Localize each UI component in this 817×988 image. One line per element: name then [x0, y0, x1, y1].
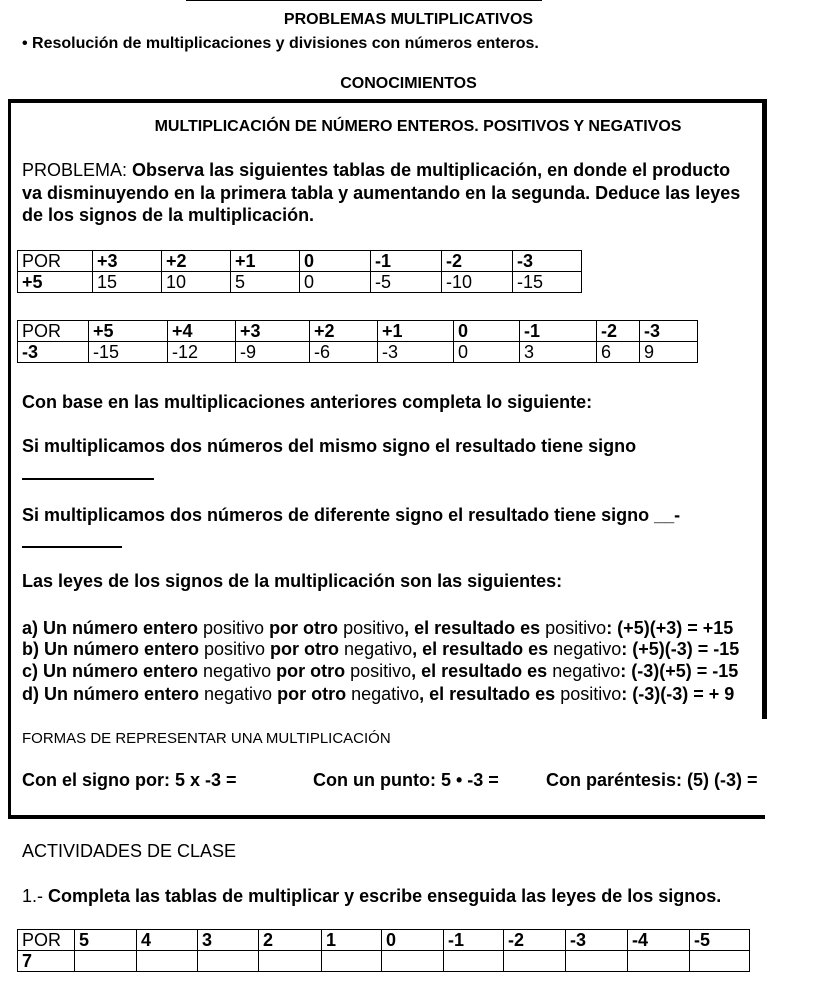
answer-cell[interactable]	[322, 951, 382, 972]
top-rule	[186, 0, 542, 1]
law-c: c) Un número entero negativo por otro positivo, el resultado es negativo: (-3)(+5) = -15	[22, 661, 739, 681]
table-row	[18, 321, 698, 342]
multiplication-table-3	[17, 929, 750, 972]
table-cell: 10	[162, 272, 231, 293]
table-cell: 3	[520, 342, 597, 363]
law-a: a) Un número entero positivo por otro positivo, el resultado es positivo: (+5)(+3) = +15	[22, 618, 734, 638]
answer-cell[interactable]	[628, 951, 690, 972]
table-cell: +2	[310, 321, 378, 342]
activity-item-1: 1.- Completa las tablas de multiplicar y escribe enseguida las leyes de los signos.	[22, 886, 722, 906]
table-cell: 0	[382, 930, 444, 951]
answer-cell[interactable]	[198, 951, 259, 972]
page-title: PROBLEMAS MULTIPLICATIVOS	[283, 11, 534, 28]
table-cell: 0	[454, 342, 520, 363]
activities-heading: ACTIVIDADES DE CLASE	[22, 841, 237, 861]
multiplication-table-2	[17, 320, 698, 363]
answer-cell[interactable]	[259, 951, 322, 972]
table-cell: -15	[513, 272, 582, 293]
answer-cell[interactable]	[75, 951, 137, 972]
topic-bullet: • Resolución de multiplicaciones y divisiones con números enteros.	[22, 35, 539, 52]
table-cell: -2	[597, 321, 640, 342]
table-cell: -4	[628, 930, 690, 951]
table-cell: +2	[162, 251, 231, 272]
answer-blank-1[interactable]	[22, 478, 154, 480]
table-cell: 4	[137, 930, 198, 951]
form-by-dot: Con un punto: 5 • -3 =	[313, 770, 499, 790]
table-cell: 7	[18, 951, 75, 972]
multiplication-table-1	[17, 250, 582, 293]
table-cell: 0	[300, 272, 371, 293]
problem-line-2: va disminuyendo en la primera tabla y aumentando en la segunda. Deduce las leyes	[22, 183, 741, 203]
laws-heading: Las leyes de los signos de la multiplicación son las siguientes:	[22, 571, 563, 591]
table-cell: POR	[18, 251, 93, 272]
section-title: CONOCIMIENTOS	[340, 75, 477, 92]
table-cell: -3	[566, 930, 628, 951]
answer-cell[interactable]	[137, 951, 198, 972]
table-cell: 2	[259, 930, 322, 951]
form-by-parentheses: Con paréntesis: (5) (-3) =	[546, 770, 758, 790]
law-d: d) Un número entero negativo por otro negativo, el resultado es positivo: (-3)(-3) = + 9	[22, 684, 735, 704]
table-cell: 0	[300, 251, 371, 272]
table-cell: +5	[89, 321, 168, 342]
table-cell: -5	[371, 272, 442, 293]
table-cell: -12	[168, 342, 236, 363]
table-cell: +3	[236, 321, 310, 342]
answer-cell[interactable]	[690, 951, 750, 972]
table-cell: -6	[310, 342, 378, 363]
table-cell: -3	[513, 251, 582, 272]
table-cell: POR	[18, 321, 89, 342]
table-cell: -1	[444, 930, 504, 951]
table-cell: -3	[640, 321, 698, 342]
table-cell: -2	[442, 251, 513, 272]
table-row	[18, 342, 698, 363]
table-cell: -5	[690, 930, 750, 951]
table-cell: -15	[89, 342, 168, 363]
table-cell: -3	[18, 342, 89, 363]
table-cell: -10	[442, 272, 513, 293]
table-cell: 9	[640, 342, 698, 363]
answer-cell[interactable]	[444, 951, 504, 972]
knowledge-box-right-border	[762, 99, 767, 719]
table-cell: 5	[231, 272, 300, 293]
same-sign-sentence: Si multiplicamos dos números del mismo signo el resultado tiene signo	[22, 436, 637, 456]
answer-cell[interactable]	[504, 951, 566, 972]
law-b: b) Un número entero positivo por otro negativo, el resultado es negativo: (+5)(-3) = -15	[22, 639, 740, 659]
table-cell: +5	[18, 272, 93, 293]
table-cell: -2	[504, 930, 566, 951]
table-row	[18, 251, 582, 272]
problem-line-1: PROBLEMA: Observa las siguientes tablas de multiplicación, en donde el producto	[22, 160, 731, 180]
table-row	[18, 930, 750, 951]
table-cell: -1	[520, 321, 597, 342]
problem-line-3: de los signos de la multiplicación.	[22, 205, 315, 225]
table-cell: 3	[198, 930, 259, 951]
table-cell: +4	[168, 321, 236, 342]
table-row	[18, 272, 582, 293]
table-cell: -3	[378, 342, 454, 363]
table-cell: +1	[378, 321, 454, 342]
table-cell: -9	[236, 342, 310, 363]
table-cell: +3	[93, 251, 162, 272]
table-cell: 15	[93, 272, 162, 293]
table-cell: 6	[597, 342, 640, 363]
answer-cell[interactable]	[566, 951, 628, 972]
box-heading: MULTIPLICACIÓN DE NÚMERO ENTEROS. POSITIVOS Y NEGATIVOS	[154, 118, 682, 135]
form-by-sign: Con el signo por: 5 x -3 =	[22, 770, 237, 790]
problem-label: PROBLEMA:	[22, 160, 133, 180]
table-cell: -1	[371, 251, 442, 272]
table-cell: 1	[322, 930, 382, 951]
forms-heading: FORMAS DE REPRESENTAR UNA MULTIPLICACIÓN	[22, 730, 391, 747]
different-sign-sentence: Si multiplicamos dos números de diferente signo el resultado tiene signo __-	[22, 505, 681, 525]
answer-cell[interactable]	[382, 951, 444, 972]
table-cell: 5	[75, 930, 137, 951]
table-row	[18, 951, 750, 972]
table-cell: +1	[231, 251, 300, 272]
table-cell: 0	[454, 321, 520, 342]
complete-prompt: Con base en las multiplicaciones anteriores completa lo siguiente:	[22, 392, 593, 412]
answer-blank-2[interactable]	[22, 546, 122, 548]
table-cell: POR	[18, 930, 75, 951]
